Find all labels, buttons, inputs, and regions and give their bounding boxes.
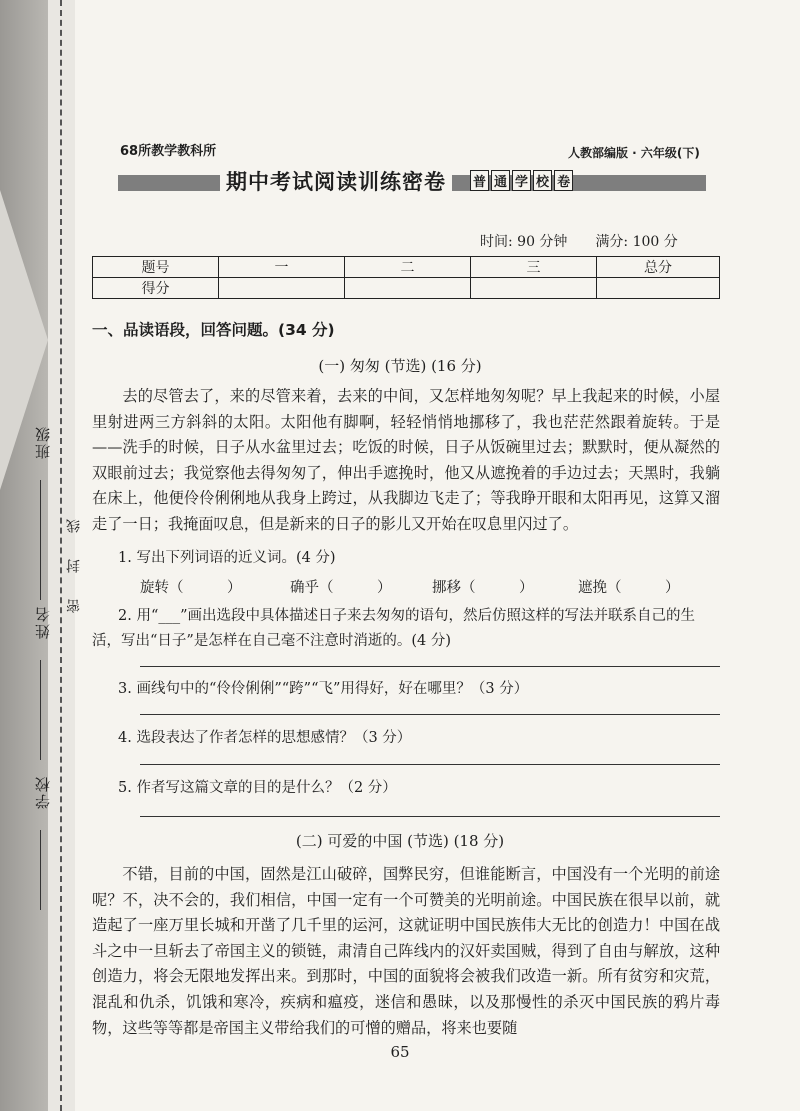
page-title: 期中考试阅读训练密卷 [220,166,452,196]
passage-2: 不错，目前的中国，固然是江山破碎，国弊民穷，但谁能断言，中国没有一个光明的前途呢？不，决不会的，我们相信，中国一定有一个可赞美的光明前途。中国民族在很早以前，就造起了一座万里长城和开凿了几千里的运河，这就证明中国民族伟大无比的创造力！中国在战斗之中一旦斩去了帝国主义的锁链，肃清自己阵线内的汉奸卖国贼，得到了自由与解放，这种创造力，将会无限地发挥出来。到那时，中国的面貌将会被我们改造一新。所有贫穷和灾荒，混乱和仇杀，饥饿和寒冷，疾病和瘟疫，迷信和愚昧，以及那慢性的杀灭中国民族的鸦片毒物，这些等等都是帝国主义带给我们的可憎的赠品，将来也要随 [92,865,720,1037]
school-label: 学校 [34,775,52,809]
synonym-blank-1[interactable]: 旋转（ ） [140,580,242,596]
tag-char: 普 [470,170,489,191]
table-header-cell: 题号 [93,257,219,278]
score-cell[interactable] [471,278,597,299]
time-limit: 时间: 90 分钟 [480,234,568,250]
question-3: 3. 画线句中的“伶伶俐俐”“跨”“飞”用得好，好在哪里？（3 分） [118,681,529,697]
section-title: 一、品读语段，回答问题。(34 分) [92,321,335,339]
name-label: 姓名 [34,605,52,639]
tag-char: 通 [491,170,510,191]
answer-line[interactable] [140,764,720,765]
score-cell[interactable] [345,278,471,299]
seal-text-mi: 密 [66,595,82,613]
answer-line[interactable] [140,816,720,817]
score-cell[interactable] [219,278,345,299]
seal-text-feng: 封 [66,555,82,573]
question-4: 4. 选段表达了作者怎样的思想感情？（3 分） [118,730,412,746]
table-header-cell: 二 [345,257,471,278]
table-header-cell: 总分 [597,257,720,278]
edition-label: 人教部编版 · 六年级(下) [568,146,700,160]
answer-line[interactable] [140,666,720,667]
full-score: 满分: 100 分 [595,234,678,250]
title-tag [470,170,573,191]
class-label: 班级 [34,425,52,459]
synonym-blank-4[interactable]: 遮挽（ ） [578,580,680,596]
table-row [93,257,720,278]
score-table [92,256,720,299]
seal-text-line: 线 [66,515,82,533]
page-number: 65 [390,1043,410,1061]
exam-info [480,231,678,251]
score-cell[interactable] [597,278,720,299]
synonym-blank-2[interactable]: 确乎（ ） [290,580,392,596]
question-2-cont: 活，写出“日子”是怎样在自己毫不注意时消逝的。(4 分) [92,633,451,649]
name-blank[interactable] [40,660,41,760]
brand-label: 68所教学教科所 [120,144,217,159]
passage-1: 去的尽管去了，来的尽管来着，去来的中间，又怎样地匆匆呢？早上我起来的时候，小屋里射进两三方斜斜的太阳。太阳他有脚啊，轻轻悄悄地挪移了，我也茫茫然跟着旋转。于是——洗手的时候，日子从水盆里过去；吃饭的时候，日子从饭碗里过去；默默时，便从凝然的双眼前过去；我觉察他去得匆匆了，伸出手遮挽时，他又从遮挽着的手边过去；天黑时，我躺在床上，他便伶伶俐俐地从我身上跨过，从我脚边飞走了；等我睁开眼和太阳再见，这算又溜走了一日；我掩面叹息，但是新来的日子的影儿又开始在叹息里闪过了。 [92,387,720,533]
part1-title: (一) 匆匆 (节选) (16 分) [318,357,482,375]
part2-title: (二) 可爱的中国 (节选) (18 分) [295,832,505,850]
tag-char: 学 [512,170,531,191]
question-5: 5. 作者写这篇文章的目的是什么？（2 分） [118,780,397,796]
cut-line [60,0,62,1111]
table-row-label: 得分 [93,278,219,299]
tag-char: 校 [533,170,552,191]
table-header-cell: 一 [219,257,345,278]
question-1: 1. 写出下列词语的近义词。(4 分) [118,550,336,566]
answer-line[interactable] [140,714,720,715]
class-blank[interactable] [40,480,41,600]
tag-char: 卷 [554,170,573,191]
table-row [93,278,720,299]
question-2: 2. 用“___”画出选段中具体描述日子来去匆匆的语句，然后仿照这样的写法并联系自己的生 [118,608,696,624]
table-header-cell: 三 [471,257,597,278]
synonym-blank-3[interactable]: 挪移（ ） [432,580,534,596]
